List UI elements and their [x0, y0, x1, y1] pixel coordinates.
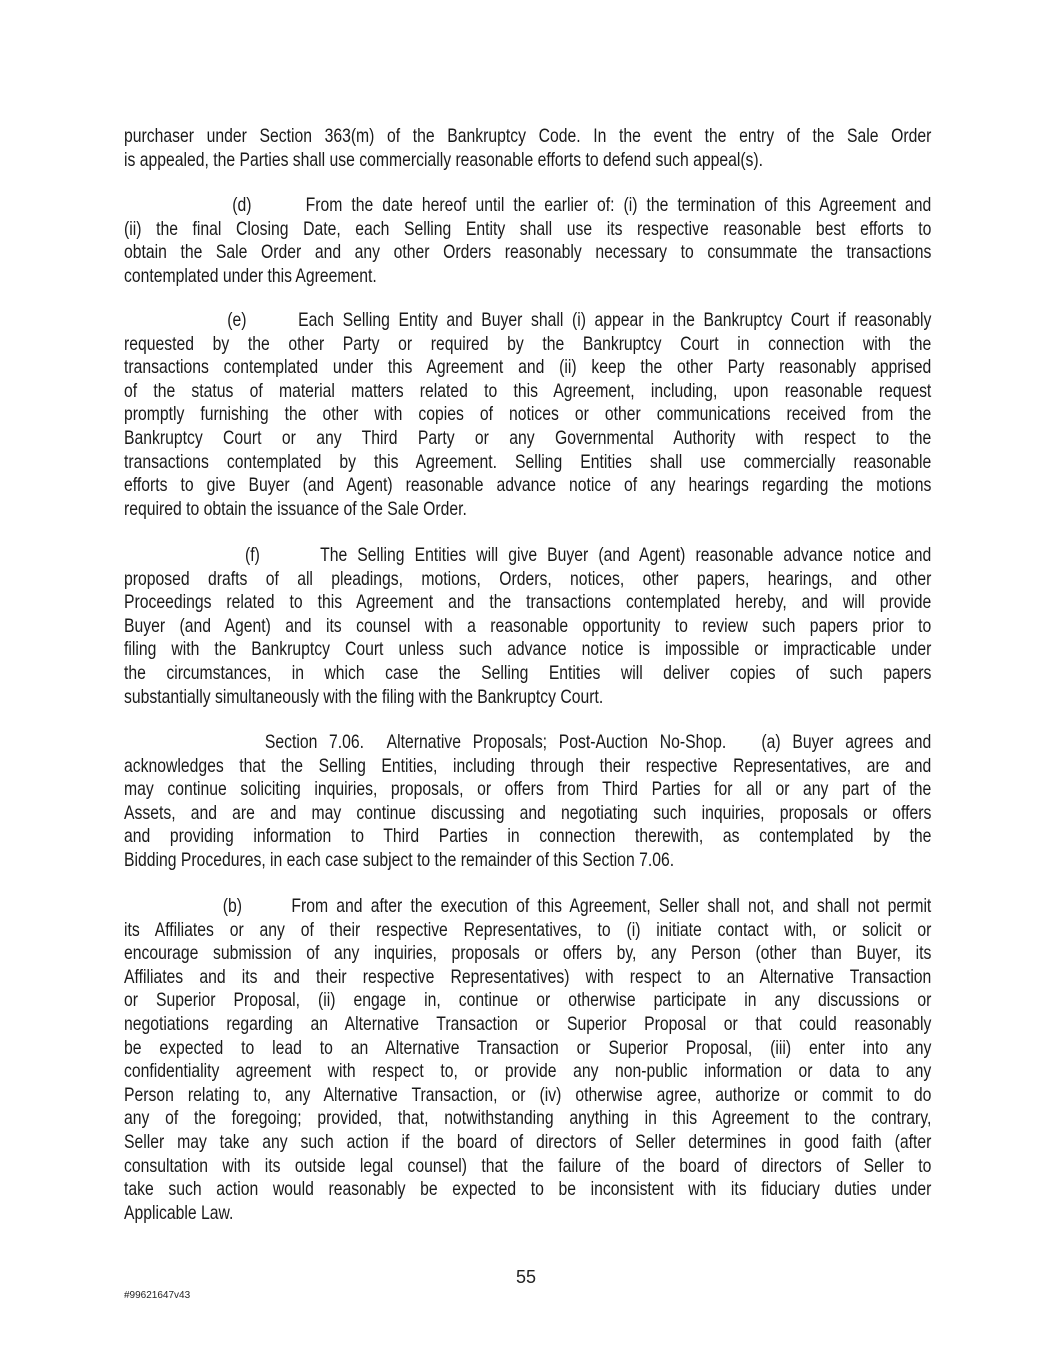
line-text: (ii) the final Closing Date, each Selling Entity shall use its respective reasonable best efforts to	[124, 218, 932, 240]
text-line	[124, 568, 931, 592]
line-text: Section 7.06. Alternative Proposals; Post-Auction No-Shop. (a) Buyer agrees and	[124, 732, 932, 753]
line-text: Buyer (and Agent) and its counsel with a reasonable opportunity to review such papers prior to	[124, 615, 932, 637]
line-text: purchaser under Section 363(m) of the Bankruptcy Code. In the event the entry of the Sale Order	[124, 126, 932, 147]
text-line	[124, 309, 931, 333]
text-line	[124, 427, 931, 451]
paragraph-section-7-06-b	[124, 895, 931, 1225]
line-text: Proceedings related to this Agreement and the transactions contemplated hereby, and will provide	[124, 592, 932, 614]
text-line	[124, 194, 931, 218]
line-text: (e) Each Selling Entity and Buyer shall (i) appear in the Bankruptcy Court if reasonably	[124, 310, 932, 331]
paragraph-clause-e	[124, 309, 931, 521]
line-text: consultation with its outside legal counsel) that the failure of the board of directors of Seller to	[124, 1155, 932, 1177]
page-number: 55	[516, 1267, 537, 1287]
text-line	[124, 333, 931, 357]
text-line	[124, 755, 931, 779]
text-line	[124, 544, 931, 568]
line-text: encourage submission of any inquiries, proposals or offers by, any Person (other than Buyer, its	[124, 943, 932, 965]
text-line	[124, 591, 931, 615]
text-line	[124, 218, 931, 242]
text-line	[124, 686, 931, 710]
text-line	[124, 241, 931, 265]
text-line	[124, 1107, 931, 1131]
text-line	[124, 380, 931, 404]
text-line	[124, 1131, 931, 1155]
text-line	[124, 966, 931, 990]
line-text: Bidding Procedures, in each case subject to the remainder of this Section 7.06.	[124, 849, 675, 871]
line-text: (d) From the date hereof until the earlier of: (i) the termination of this Agreement and	[124, 195, 932, 216]
text-line	[124, 403, 931, 427]
text-line	[124, 989, 931, 1013]
line-text: and providing information to Third Parties in connection therewith, as contemplated by the	[124, 826, 932, 848]
text-line	[124, 265, 931, 289]
line-text: contemplated under this Agreement.	[124, 265, 377, 287]
text-line	[124, 1037, 931, 1061]
line-text: (f) The Selling Entities will give Buyer (and Agent) reasonable advance notice and	[124, 545, 932, 566]
text-line	[124, 638, 931, 662]
document-id: #99621647v43	[124, 1290, 191, 1301]
text-line	[124, 1202, 931, 1226]
line-text: acknowledges that the Selling Entities, including through their respective Representatives, are and	[124, 755, 932, 777]
text-line	[124, 149, 931, 173]
line-text: Person relating to, any Alternative Transaction, or (iv) otherwise agree, authorize or commit to do	[124, 1084, 932, 1106]
line-text: negotiations regarding an Alternative Transaction or Superior Proposal or that could reasonably	[124, 1013, 932, 1035]
line-text: (b) From and after the execution of this Agreement, Seller shall not, and shall not permit	[124, 896, 932, 917]
paragraph-clause-d	[124, 194, 931, 288]
text-line	[124, 778, 931, 802]
text-line	[124, 942, 931, 966]
line-text: be expected to lead to an Alternative Transaction or Superior Proposal, (iii) enter into any	[124, 1037, 932, 1059]
line-text: its Affiliates or any of their respective Representatives, to (i) initiate contact with, or solicit or	[124, 919, 932, 941]
text-line	[124, 1178, 931, 1202]
text-line	[124, 849, 931, 873]
paragraph-section-7-06-a	[124, 731, 931, 873]
text-line	[124, 802, 931, 826]
text-line	[124, 1060, 931, 1084]
text-line	[124, 125, 931, 149]
line-text: transactions contemplated by this Agreement. Selling Entities shall use commercially reasonable	[124, 451, 932, 473]
line-text: requested by the other Party or required by the Bankruptcy Court in connection with the	[124, 333, 932, 355]
line-text: required to obtain the issuance of the Sale Order.	[124, 498, 467, 520]
line-text: transactions contemplated under this Agreement and (ii) keep the other Party reasonably apprised	[124, 357, 932, 379]
text-line	[124, 825, 931, 849]
line-text: substantially simultaneously with the filing with the Bankruptcy Court.	[124, 686, 604, 708]
line-text: may continue soliciting inquiries, proposals, or offers from Third Parties for all or any part of the	[124, 779, 932, 801]
line-text: confidentiality agreement with respect to, or provide any non-public information or data to any	[124, 1061, 932, 1083]
line-text: efforts to give Buyer (and Agent) reasonable advance notice of any hearings regarding the motions	[124, 475, 932, 497]
text-line	[124, 919, 931, 943]
line-text: Assets, and are and may continue discussing and negotiating such inquiries, proposals or offers	[124, 802, 932, 824]
line-text: any of the foregoing; provided, that, notwithstanding anything in this Agreement to the contrary,	[124, 1108, 932, 1130]
paragraph-continuation	[124, 125, 931, 172]
line-text: of the status of material matters related to this Agreement, including, upon reasonable request	[124, 380, 932, 402]
line-text: Bankruptcy Court or any Third Party or any Governmental Authority with respect to the	[124, 427, 932, 449]
text-line	[124, 615, 931, 639]
line-text: Applicable Law.	[124, 1202, 234, 1224]
text-line	[124, 356, 931, 380]
line-text: or Superior Proposal, (ii) engage in, continue or otherwise participate in any discussions or	[124, 990, 932, 1012]
text-line	[124, 451, 931, 475]
text-line	[124, 474, 931, 498]
line-text: the circumstances, in which case the Selling Entities will deliver copies of such papers	[124, 662, 932, 684]
text-line	[124, 1155, 931, 1179]
text-line	[124, 1013, 931, 1037]
text-line	[124, 1084, 931, 1108]
line-text: obtain the Sale Order and any other Orders reasonably necessary to consummate the transactions	[124, 242, 932, 264]
text-line	[124, 662, 931, 686]
text-line	[124, 731, 931, 755]
text-line	[124, 498, 931, 522]
line-text: is appealed, the Parties shall use commercially reasonable efforts to defend such appeal(s).	[124, 149, 764, 171]
text-line	[124, 895, 931, 919]
line-text: Seller may take any such action if the board of directors of Seller determines in good faith (after	[124, 1131, 932, 1153]
line-text: filing with the Bankruptcy Court unless such advance notice is impossible or impracticable under	[124, 639, 932, 661]
line-text: take such action would reasonably be expected to be inconsistent with its fiduciary duties under	[124, 1179, 932, 1201]
paragraph-clause-f	[124, 544, 931, 709]
line-text: proposed drafts of all pleadings, motions, Orders, notices, other papers, hearings, and other	[124, 568, 932, 590]
line-text: promptly furnishing the other with copies of notices or other communications received from the	[124, 404, 932, 426]
line-text: Affiliates and its and their respective Representatives) with respect to an Alternative Transaction	[124, 966, 932, 988]
